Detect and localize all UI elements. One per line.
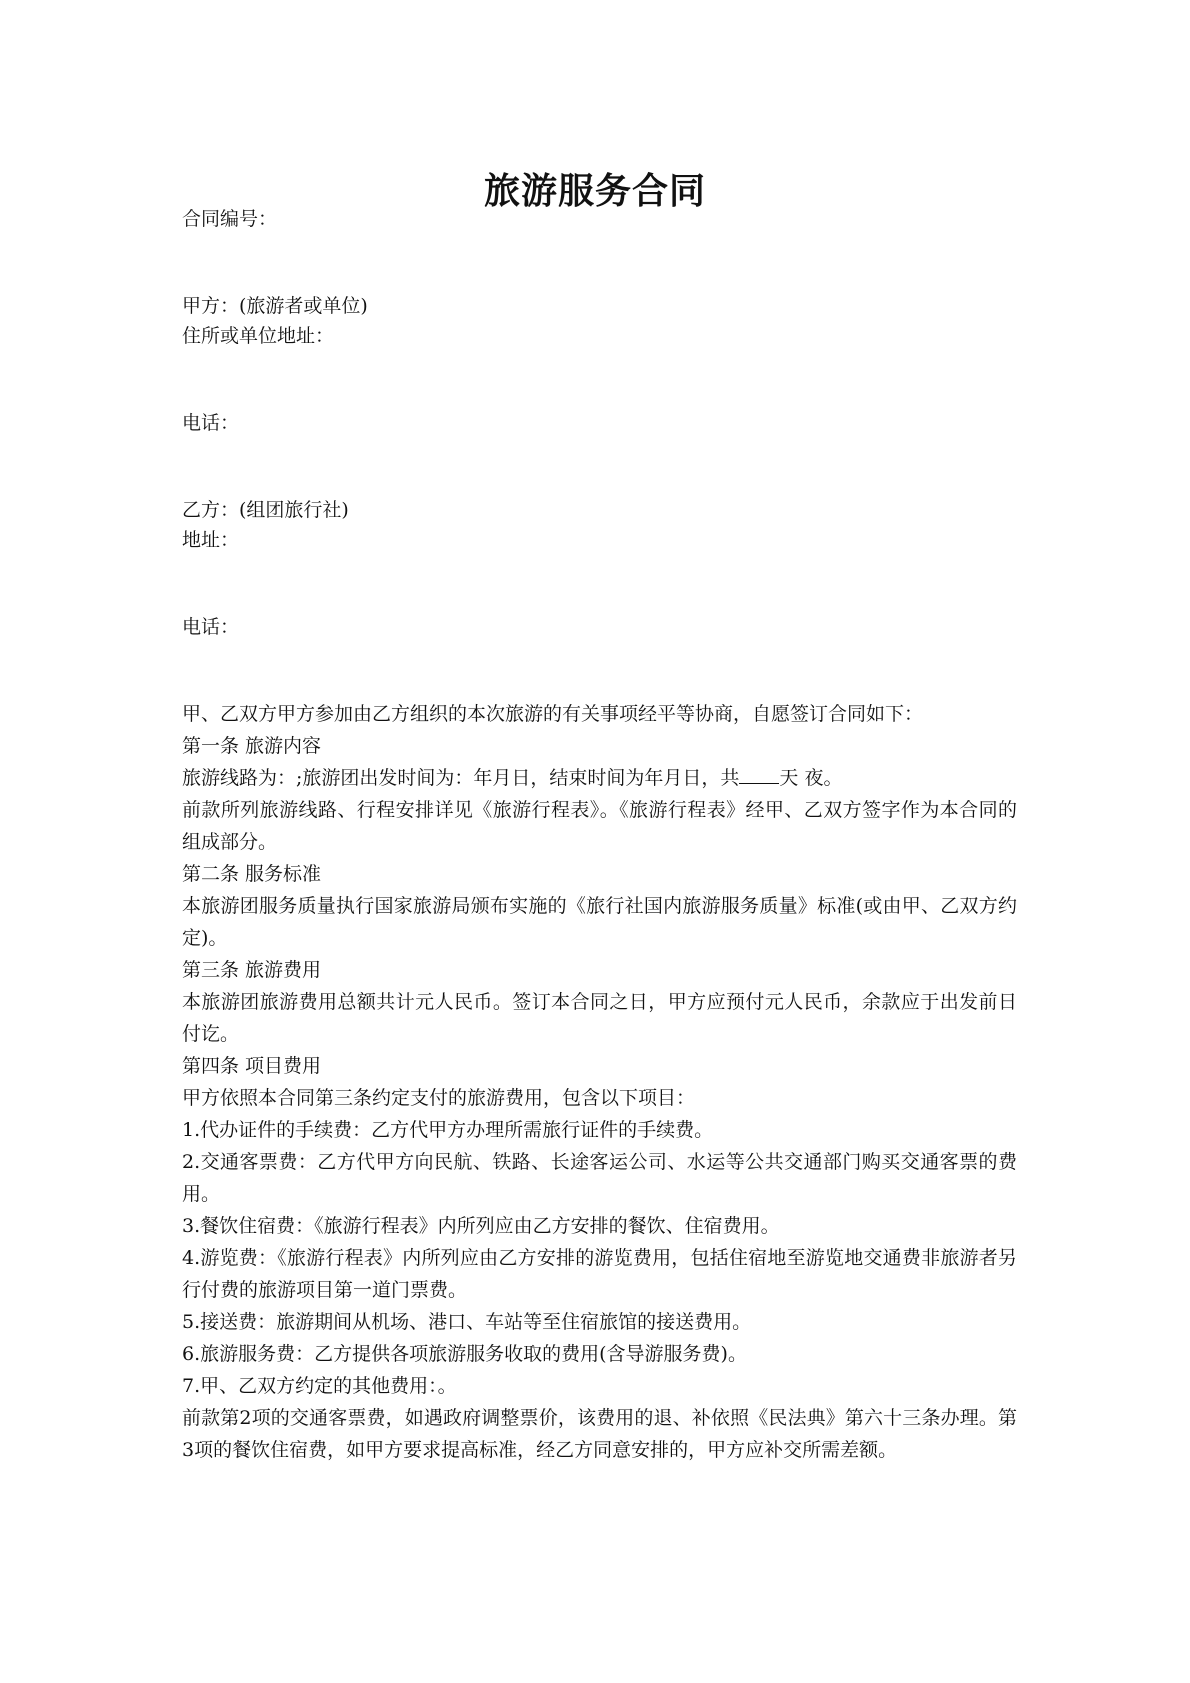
fee-item: 5.接送费：旅游期间从机场、港口、车站等至住宿旅馆的接送费用。 [182, 1311, 752, 1333]
fee-item: 4.游览费：《旅游行程表》内所列应由乙方安排的游览费用，包括住宿地至游览地交通费非旅游者另行付费的旅游项目第一道门票费。 [182, 1247, 1017, 1301]
fee-item: 2.交通客票费：乙方代甲方向民航、铁路、长途客运公司、水运等公共交通部门购买交通客票的费用。 [182, 1151, 1017, 1205]
days-blank [739, 763, 779, 784]
article-4-note: 前款第2项的交通客票费，如遇政府调整票价，该费用的退、补依照《民法典》第六十三条办理。第3项的餐饮住宿费，如甲方要求提高标准，经乙方同意安排的，甲方应补交所需差额。 [182, 1407, 1017, 1461]
article-4-heading: 第四条 项目费用 [182, 1055, 322, 1077]
party-a-address-label: 住所或单位地址： [182, 325, 335, 347]
party-a-phone-label: 电话： [182, 412, 240, 434]
fee-item: 1.代办证件的手续费：乙方代甲方办理所需旅行证件的手续费。 [182, 1119, 714, 1141]
party-a-label: 甲方：(旅游者或单位) [182, 295, 368, 317]
article-1-days-text: 天 夜。 [779, 767, 843, 789]
contract-body [182, 698, 1017, 1466]
contract-number-label: 合同编号： [182, 208, 278, 230]
article-4-intro: 甲方依照本合同第三条约定支付的旅游费用，包含以下项目： [182, 1087, 696, 1109]
fee-item: 6.旅游服务费：乙方提供各项旅游服务收取的费用(含导游服务费)。 [182, 1343, 747, 1365]
article-1-heading: 第一条 旅游内容 [182, 735, 322, 757]
fee-item: 3.餐饮住宿费：《旅游行程表》内所列应由乙方安排的餐饮、住宿费用。 [182, 1215, 780, 1237]
article-3-body: 本旅游团旅游费用总额共计元人民币。签订本合同之日，甲方应预付元人民币，余款应于出发前日付讫。 [182, 991, 1017, 1045]
article-1-itinerary-paragraph: 前款所列旅游线路、行程安排详见《旅游行程表》。《旅游行程表》经甲、乙双方签字作为本合同的组成部分。 [182, 799, 1017, 853]
article-2-heading: 第二条 服务标准 [182, 863, 322, 885]
article-2-body: 本旅游团服务质量执行国家旅游局颁布实施的《旅行社国内旅游服务质量》标准(或由甲、乙双方约定)。 [182, 895, 1017, 949]
party-b-phone-label: 电话： [182, 616, 240, 638]
article-3-heading: 第三条 旅游费用 [182, 959, 322, 981]
article-1-route-line [182, 762, 1017, 794]
party-b-address-label: 地址： [182, 529, 240, 551]
intro-paragraph: 甲、乙双方甲方参加由乙方组织的本次旅游的有关事项经平等协商，自愿签订合同如下： [182, 703, 924, 725]
article-1-route-text: 旅游线路为：;旅游团出发时间为：年月日，结束时间为年月日，共 [182, 767, 740, 789]
document-title: 旅游服务合同 [483, 171, 706, 212]
party-b-label: 乙方：(组团旅行社) [182, 499, 349, 521]
fee-item: 7.甲、乙双方约定的其他费用：。 [182, 1375, 457, 1397]
